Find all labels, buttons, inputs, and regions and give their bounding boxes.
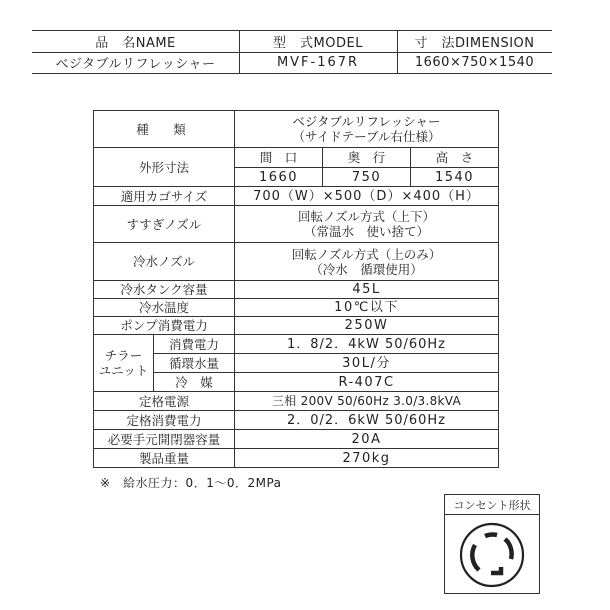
temp-label: 冷水温度 [93,298,235,317]
header-name-label: 品 名NAME [95,35,176,51]
rated-power-label: 定格電源 [93,391,235,411]
tank-value: 45L [234,280,499,299]
type-value [234,110,499,148]
switch-capacity-value: 20A [234,429,499,449]
chiller-refrigerant-value: R-407C [234,372,499,392]
rated-power-value: 三相 200V 50/60Hz 3.0/3.8kVA [234,391,499,411]
type-value-line-2: （サイドテーブル右仕様） [292,129,441,144]
chiller-refrigerant-label: 冷 媒 [153,372,235,392]
rated-consumption-value: 2．0/2．6kW 50/60Hz [234,410,499,430]
temp-value: 10℃以下 [234,298,499,317]
chiller-flow-label: 循環水量 [153,353,235,373]
dims-depth-header: 奥 行 [322,147,411,168]
dims-width-value: 1660 [234,167,323,187]
dims-height-value: 1540 [410,167,499,187]
cold-nozzle-line-2: （冷水 循環使用） [310,261,423,277]
tank-label: 冷水タンク容量 [93,280,235,299]
rinse-nozzle-line-1: 回転ノズル方式（上下） [297,209,435,224]
chiller-flow-value: 30L/分 [234,353,499,373]
header-model-label: 型 式MODEL [273,35,363,51]
dims-label: 外形寸法 [93,147,235,187]
chiller-unit-label [93,334,154,392]
spec-table [93,110,499,470]
rated-consumption-label: 定格消費電力 [93,410,235,430]
water-pressure-note: ※ 給水圧力：0．1～0．2MPa [100,476,282,490]
chiller-power-value: 1．8/2．4kW 50/60Hz [234,334,499,354]
cold-nozzle-label: 冷水ノズル [93,242,235,281]
switch-capacity-label: 必要手元開閉器容量 [93,429,235,449]
type-label: 種 類 [93,110,235,148]
weight-label: 製品重量 [93,448,235,468]
rinse-nozzle-line-2: （常温水 使い捨て） [303,224,429,239]
dims-depth-value: 750 [322,167,411,187]
rinse-nozzle-value [234,205,499,243]
dims-width-header: 間 口 [234,147,323,168]
outlet-shape-title: コンセント形状 [445,495,539,515]
chiller-label-line-2: ユニット [98,363,149,378]
product-dimension: 1660×750×1540 [414,55,535,70]
outlet-plug-icon [445,515,539,593]
chiller-power-label: 消費電力 [153,334,235,354]
basket-label: 適用カゴサイズ [93,186,235,206]
type-value-line-1: ベジタブルリフレッシャー [292,114,441,129]
rinse-nozzle-label: すすぎノズル [93,205,235,243]
pump-label: ポンプ消費電力 [93,316,235,335]
weight-value: 270kg [234,448,499,468]
product-model: MVF-167R [276,55,360,70]
dims-height-header: 高 さ [410,147,499,168]
outlet-shape-box [444,494,540,594]
chiller-label-line-1: チラー [104,348,143,363]
cold-nozzle-line-1: 回転ノズル方式（上のみ） [291,246,442,262]
header-dimension-label: 寸 法DIMENSION [414,35,535,51]
cold-nozzle-value [234,242,499,281]
product-name: ベジタブルリフレッシャー [55,57,216,72]
pump-value: 250W [234,316,499,335]
basket-value: 700（W）×500（D）×400（H） [234,186,499,206]
product-header-table [32,30,552,74]
